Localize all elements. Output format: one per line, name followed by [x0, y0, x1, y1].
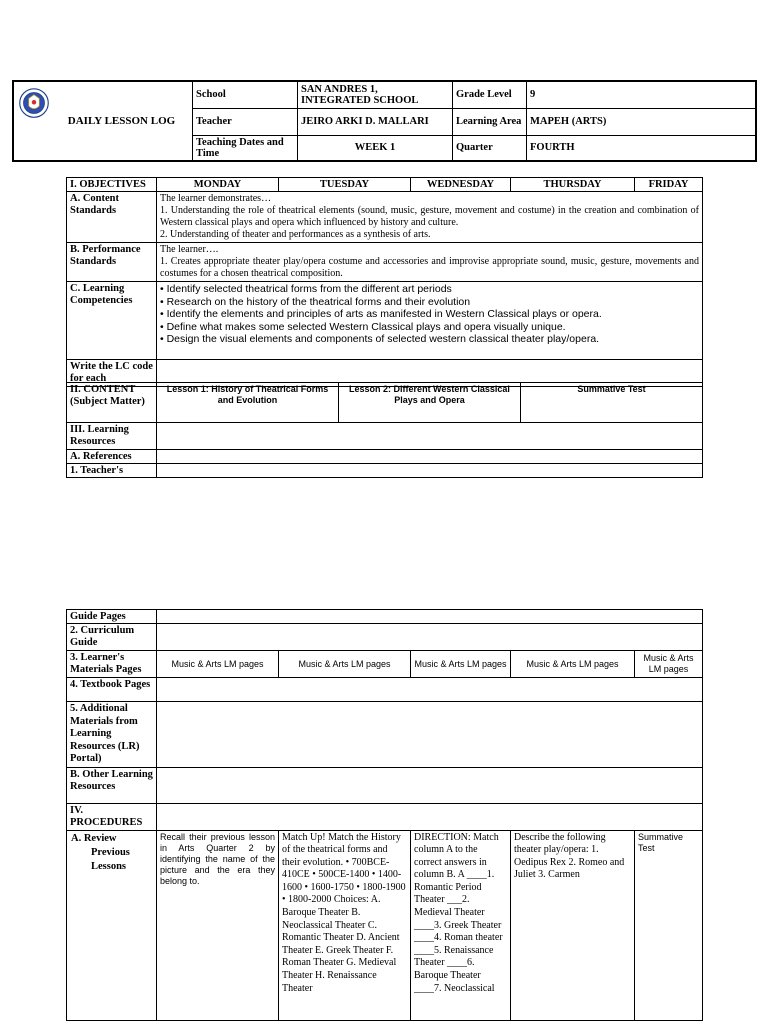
teacher-label: Teacher: [193, 108, 298, 135]
school-value: SAN ANDRES 1, INTEGRATED SCHOOL: [298, 81, 453, 108]
review-wednesday: DIRECTION: Match column A to the correct answers in column B. A ____1. Romantic Period Theater ___2. Medieval Theater ____3. Greek Theater ____4. Roman theater ____5. Renaissance Theater ____6. Baroque Theater ____7. Neoclassical: [411, 830, 511, 1020]
day-thursday: THURSDAY: [511, 178, 635, 192]
objectives-table: [66, 177, 703, 387]
grade-level-label: Grade Level: [453, 81, 527, 108]
resources-procedures-table: [66, 609, 703, 1021]
daily-lesson-log-title: DAILY LESSON LOG: [13, 81, 193, 161]
learning-area-value: MAPEH (ARTS): [527, 108, 757, 135]
quarter-label: Quarter: [453, 135, 527, 161]
textbook-pages-cell: [157, 678, 703, 702]
school-label: School: [193, 81, 298, 108]
review-tuesday: Match Up! Match the History of the theatrical forms and their evolution. • 700BCE-410CE • 500CE-1400 • 1400-1600 • 1600-1750 • 1800-1900 • 1800-2000 Choices: A. Baroque Theater B. Neoclassical Theater C. Romantic Theater D. Ancient Theater E. Greek Theater F. Roman Theater G. Medieval Theater H. Renaissance Theater: [279, 830, 411, 1020]
content-label: II. CONTENT (Subject Matter): [67, 383, 157, 423]
content-standards-label: A. Content Standards: [67, 192, 157, 243]
learners-materials-monday: Music & Arts LM pages: [157, 651, 279, 678]
learners-materials-tuesday: Music & Arts LM pages: [279, 651, 411, 678]
references-label: A. References: [67, 450, 157, 464]
review-lessons-label: [67, 830, 157, 1020]
guide-pages-label: Guide Pages: [67, 610, 157, 624]
day-monday: MONDAY: [157, 178, 279, 192]
review-monday: Recall their previous lesson in Arts Quarter 2 by identifying the name of the picture and the era they belong to.: [157, 830, 279, 1020]
grade-level-value: 9: [527, 81, 757, 108]
content-table: [66, 382, 703, 478]
teachers-guide-cell: [157, 464, 703, 478]
references-cell: [157, 450, 703, 464]
teaching-dates-value: WEEK 1: [298, 135, 453, 161]
content-standards-text: [157, 192, 703, 243]
learning-resources-cell: [157, 423, 703, 450]
performance-standards-line: 1. Creates appropriate theater play/opera costume and accessories and improvise appropriate sound, music, gesture, movements and costumes for a chosen theatrical composition.: [160, 256, 699, 279]
lesson-1-title: Lesson 1: History of Theatrical Forms and Evolution: [157, 383, 339, 423]
textbook-pages-label: 4. Textbook Pages: [67, 678, 157, 702]
learners-materials-wednesday: Music & Arts LM pages: [411, 651, 511, 678]
quarter-value: FOURTH: [527, 135, 757, 161]
additional-materials-label: 5. Additional Materials from Learning Resources (LR) Portal): [67, 702, 157, 768]
curriculum-guide-cell: [157, 624, 703, 651]
learners-materials-friday: Music & Arts LM pages: [635, 651, 703, 678]
other-resources-label: B. Other Learning Resources: [67, 767, 157, 803]
learners-materials-thursday: Music & Arts LM pages: [511, 651, 635, 678]
procedures-label: IV. PROCEDURES: [67, 803, 157, 830]
learning-competencies-list: [157, 282, 703, 360]
lc-code-label: Write the LC code for each: [67, 360, 157, 387]
performance-standards-line: The learner….: [160, 244, 219, 255]
additional-materials-cell: [157, 702, 703, 768]
competency-item: • Identify selected theatrical forms from the different art periods: [160, 283, 452, 295]
content-standards-line: The learner demonstrates…: [160, 193, 272, 204]
summative-test-title: Summative Test: [521, 383, 703, 423]
learning-resources-label: III. Learning Resources: [67, 423, 157, 450]
guide-pages-cell: [157, 610, 703, 624]
curriculum-guide-label: 2. Curriculum Guide: [67, 624, 157, 651]
performance-standards-text: [157, 243, 703, 282]
learners-materials-label: 3. Learner's Materials Pages: [67, 651, 157, 678]
teaching-dates-label: Teaching Dates and Time: [193, 135, 298, 161]
content-standards-line: 2. Understanding of theater and performances as a synthesis of arts.: [160, 229, 431, 240]
teacher-value: JEIRO ARKI D. MALLARI: [298, 108, 453, 135]
competency-item: • Identify the elements and principles of arts as manifested in Western Classical plays or opera.: [160, 308, 602, 320]
review-lessons-text: A. Review Previous Lessons: [71, 832, 130, 872]
day-tuesday: TUESDAY: [279, 178, 411, 192]
review-friday: Summative Test: [635, 830, 703, 1020]
day-friday: FRIDAY: [635, 178, 703, 192]
objectives-heading: I. OBJECTIVES: [67, 178, 157, 192]
learning-area-label: Learning Area: [453, 108, 527, 135]
other-resources-cell: [157, 767, 703, 803]
performance-standards-label: B. Performance Standards: [67, 243, 157, 282]
teachers-guide-label: 1. Teacher's: [67, 464, 157, 478]
competency-item: • Design the visual elements and components of selected western classical theater play/opera.: [160, 333, 600, 345]
review-thursday: Describe the following theater play/opera: 1. Oedipus Rex 2. Romeo and Juliet 3. Carmen: [511, 830, 635, 1020]
content-standards-line: 1. Understanding the role of theatrical elements (sound, music, gesture, movement and costume) in the creation and combination of Western classical plays and opera which influenced by history and culture.: [160, 205, 699, 228]
competency-item: • Research on the history of the theatrical forms and their evolution: [160, 295, 471, 308]
lesson-2-title: Lesson 2: Different Western Classical Plays and Opera: [339, 383, 521, 423]
procedures-cell: [157, 803, 703, 830]
day-wednesday: WEDNESDAY: [411, 178, 511, 192]
learning-competencies-label: C. Learning Competencies: [67, 282, 157, 360]
competency-item: • Define what makes some selected Western Classical plays and opera visually unique.: [160, 320, 566, 333]
header-table: [12, 80, 757, 162]
